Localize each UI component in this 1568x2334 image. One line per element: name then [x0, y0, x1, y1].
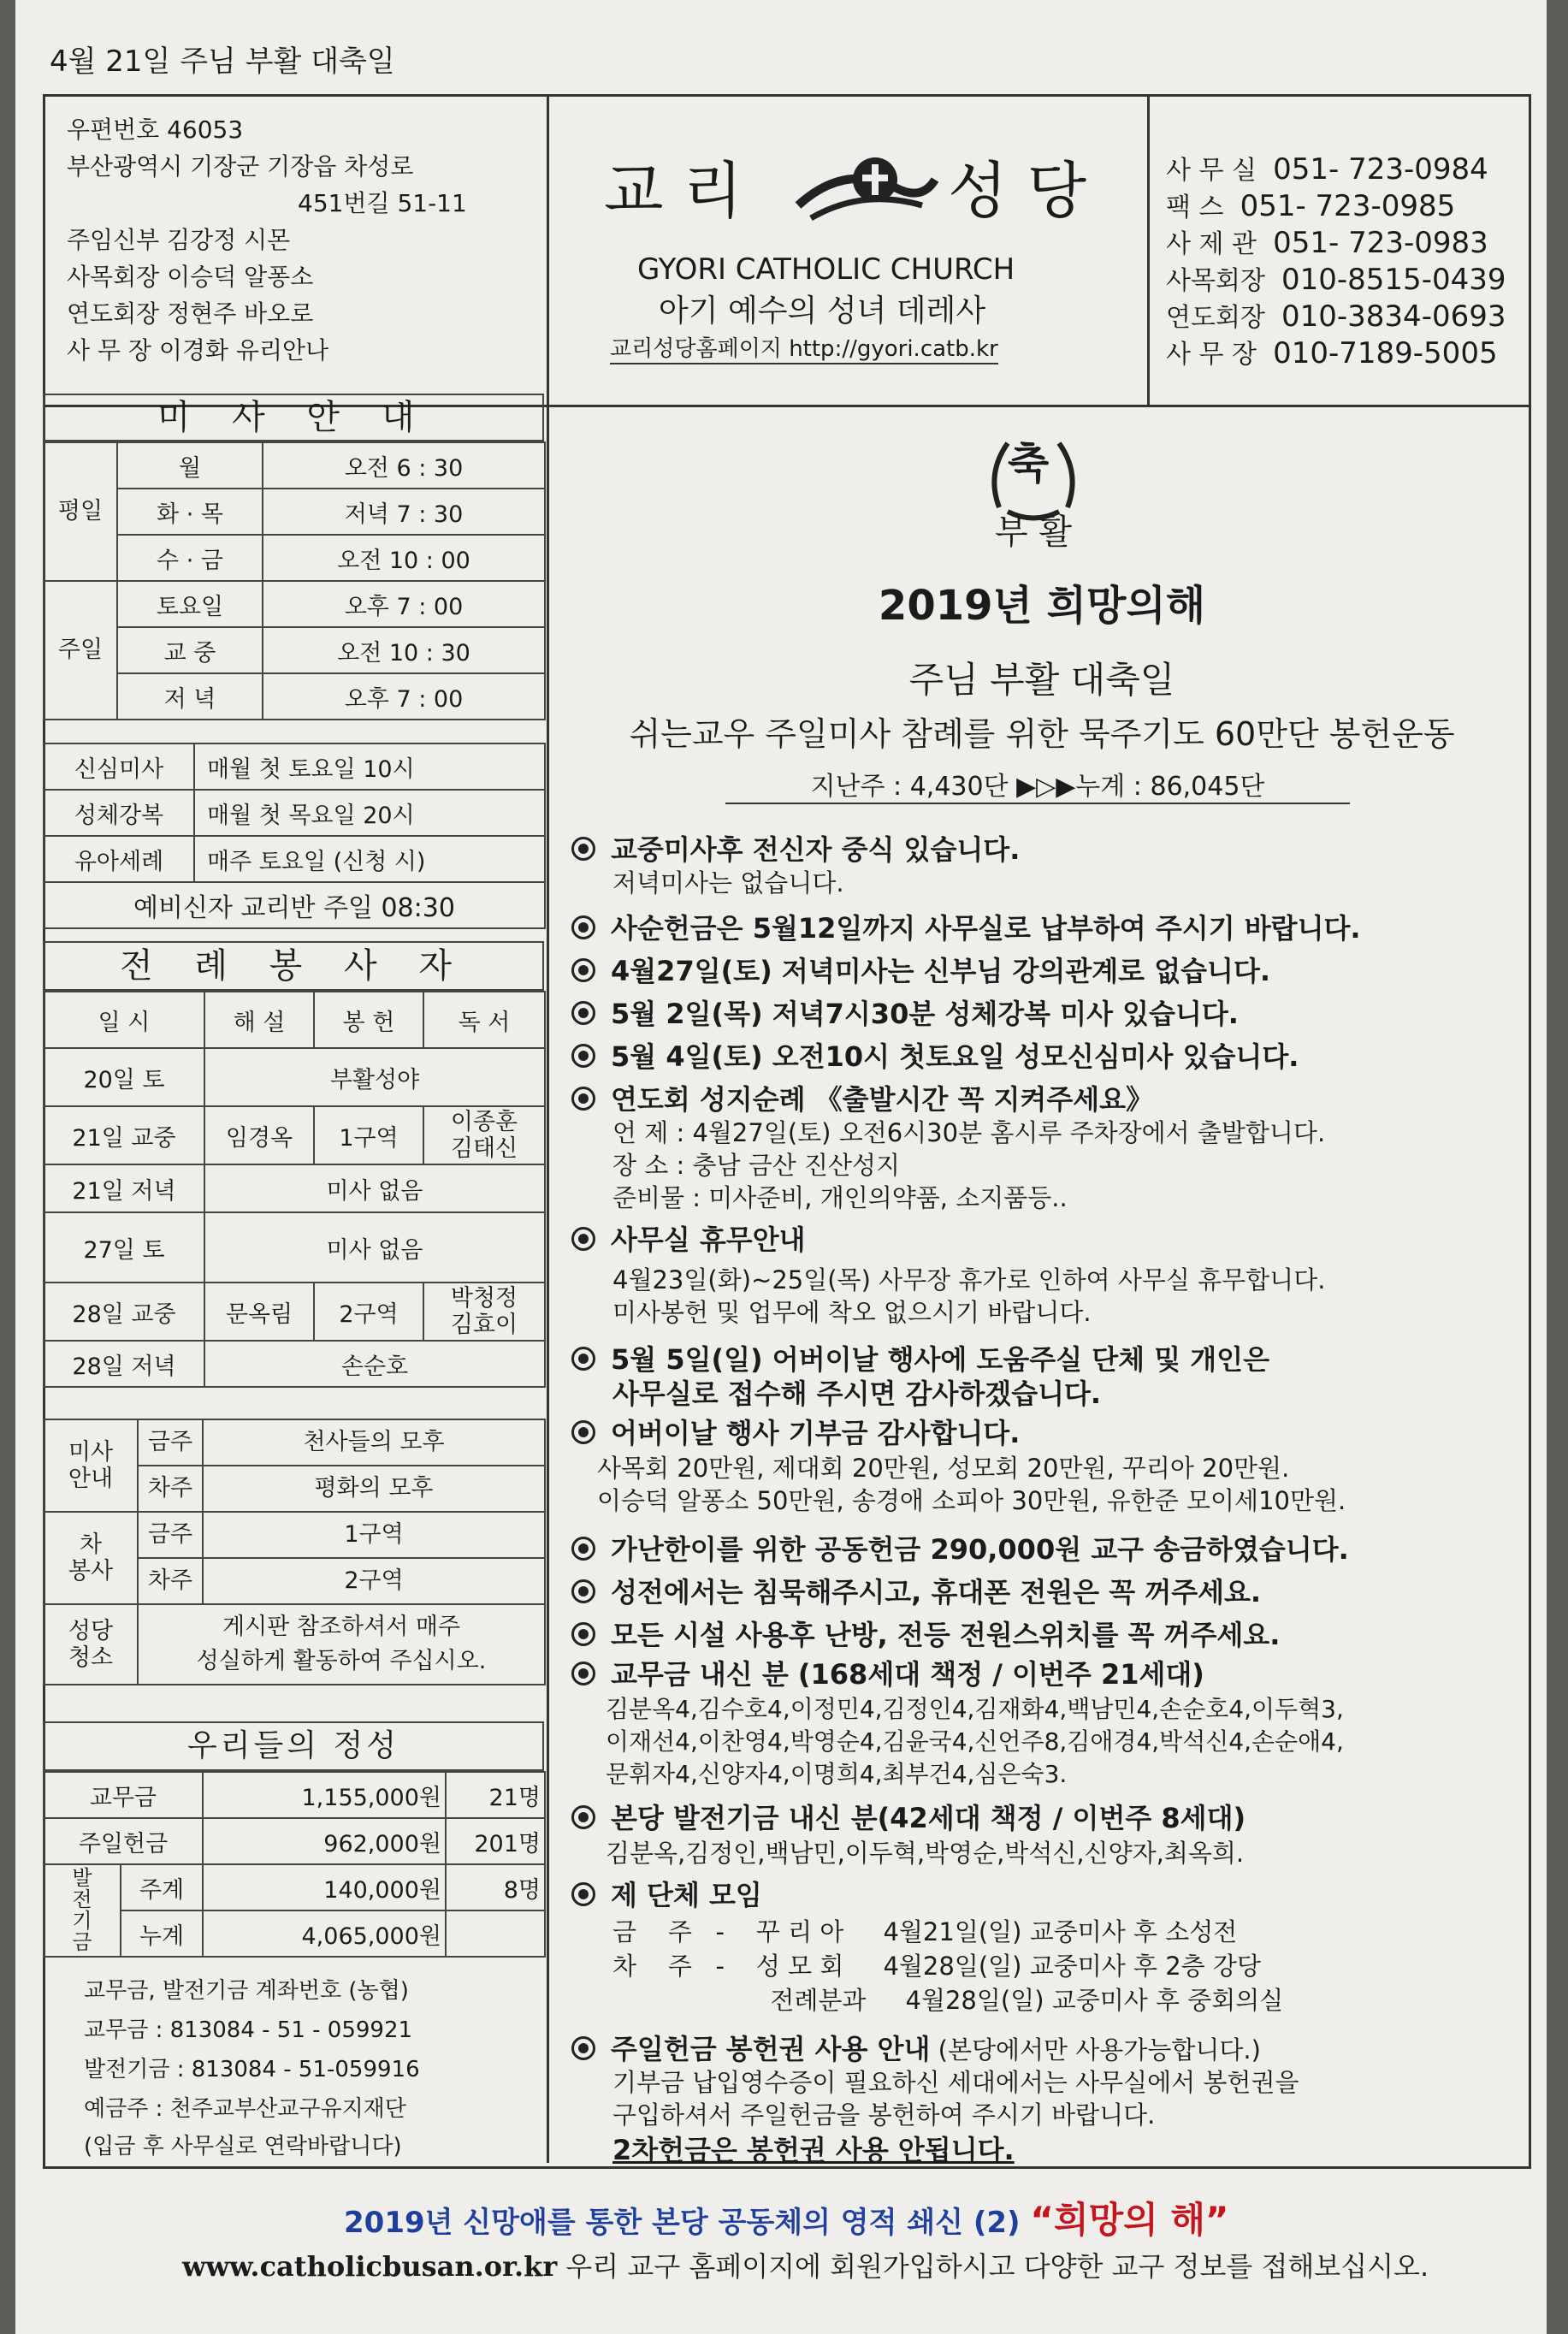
- servers-table: [43, 991, 546, 1388]
- notice-line: 장 소 : 충남 금산 진산성지: [612, 1151, 901, 1180]
- offering-count: [446, 1910, 545, 1957]
- bullet-icon: [571, 837, 595, 861]
- bullet-icon: [571, 1420, 595, 1444]
- church-name-right: 성 당: [948, 155, 1086, 227]
- notice-item: [571, 1571, 1261, 1610]
- notice-heading: 성전에서는 침묵해주시고, 휴대폰 전원은 꼭 꺼주세요.: [611, 1576, 1262, 1608]
- bullet-icon: [571, 1044, 595, 1068]
- notice-line: 4월23일(화)~25일(목) 사무장 휴가로 인하여 사무실 휴무합니다.: [612, 1265, 1326, 1294]
- contact-label: 사목회장: [1166, 266, 1265, 296]
- special-mass-table: [43, 743, 546, 929]
- catechumen-class: 예비신자 교리반 주일 08:30: [44, 882, 545, 928]
- mass-time: 오후 7 : 00: [263, 673, 545, 720]
- church-name-english: GYORI CATHOLIC CHURCH: [637, 252, 1015, 287]
- offering-amount: 4,065,000원: [203, 1910, 446, 1957]
- notice-line: 이재선4,이찬영4,박영순4,김윤국4,신언주8,김애경4,박석신4,손순애4,: [606, 1727, 1344, 1756]
- contact-label: 사 무 실: [1166, 156, 1257, 186]
- notice-item: [571, 950, 1270, 989]
- col-header: 해 설: [204, 992, 314, 1048]
- church-emblem-icon: [794, 145, 939, 231]
- contact-number: 010-3834-0693: [1281, 299, 1506, 334]
- notice-line: 김분옥,김정인,백남민,이두혁,박영순,박석신,신양자,최옥희.: [606, 1839, 1245, 1868]
- server-reader: 박청정: [450, 1284, 518, 1312]
- account-line: (입금 후 사무실로 연락바랍니다): [84, 2134, 402, 2159]
- offering-label: 주일헌금: [44, 1818, 203, 1864]
- special-value: 매주 토요일 (신청 시): [194, 836, 545, 882]
- church-patron: 아기 예수의 성녀 데레사: [659, 293, 986, 329]
- seal-character: 축: [1008, 439, 1050, 489]
- church-homepage-link[interactable]: 교리성당홈페이지 http://gyori.catb.kr: [610, 336, 998, 364]
- notice-line: 사목회 20만원, 제대회 20만원, 성모회 20만원, 꾸리아 20만원.: [597, 1454, 1290, 1483]
- staff-3: 연도회장 정현주 바오로: [67, 299, 314, 328]
- mass-day: 교 중: [117, 627, 263, 673]
- notice-heading: 주일헌금 봉헌권 사용 안내: [611, 2033, 931, 2065]
- notice-heading: 4월27일(토) 저녁미사는 신부님 강의관계로 없습니다.: [611, 955, 1271, 987]
- notice-heading: 사순헌금은 5월12일까지 사무실로 납부하여 주시기 바랍니다.: [611, 912, 1361, 945]
- staff-4: 사 무 장 이경화 유리안나: [67, 336, 329, 364]
- mass-guide-label: 미사 안내: [44, 1419, 138, 1512]
- notice-heading: 5월 5일(일) 어버이날 행사에 도움주실 단체 및 개인은: [611, 1343, 1270, 1376]
- notice-line: 전례분과 4월28일(일) 교중미사 후 중회의실: [612, 1986, 1284, 2015]
- notice-heading: 5월 4일(토) 오전10시 첫토요일 성모신심미사 있습니다.: [611, 1040, 1299, 1073]
- notice-item: [571, 1528, 1349, 1567]
- server-reader: 김태신: [450, 1135, 518, 1162]
- server-date: 28일 저녁: [44, 1341, 204, 1387]
- special-label: 유아세례: [44, 836, 194, 882]
- mass-guide-title: 미 사 안 내: [43, 394, 544, 441]
- mass-time: 오전 10 : 00: [263, 535, 545, 581]
- notice-heading: 교중미사후 전신자 중식 있습니다.: [611, 833, 1021, 866]
- notice-line: 언 제 : 4월27일(토) 오전6시30분 홈시루 주차장에서 출발합니다.: [612, 1118, 1326, 1147]
- account-line: 교무금, 발전기금 계좌번호 (농협): [84, 1978, 409, 2004]
- server-date: 28일 교중: [44, 1283, 204, 1341]
- bullet-icon: [571, 1347, 595, 1371]
- bullet-icon: [571, 1227, 595, 1251]
- offering-amount: 962,000원: [203, 1818, 446, 1864]
- contact-label: 사 제 관: [1166, 229, 1257, 259]
- server-commentator: 문옥림: [204, 1283, 314, 1341]
- bullet-icon: [571, 958, 595, 982]
- service-table: [43, 1419, 546, 1685]
- bullet-icon: [571, 1537, 595, 1561]
- rosary-campaign: 쉬는교우 주일미사 참례를 위한 묵주기도 60만단 봉헌운동: [629, 715, 1455, 753]
- mass-day: 수 · 금: [117, 535, 263, 581]
- car-value: 2구역: [203, 1558, 545, 1604]
- contact-number: 010-7189-5005: [1273, 336, 1498, 370]
- week-label: 금주: [138, 1419, 203, 1466]
- church-name-left: 교 리: [604, 155, 743, 227]
- offering-count: 8명: [446, 1864, 545, 1910]
- notice-item: [571, 2028, 1261, 2067]
- offering-label: 주계: [121, 1864, 203, 1910]
- mass-day: 월: [117, 442, 263, 489]
- notice-heading: 어버이날 행사 기부금 감사합니다.: [611, 1417, 1021, 1449]
- col-header: 독 서: [423, 992, 545, 1048]
- server-merged: 손순호: [204, 1341, 545, 1387]
- notice-heading: 5월 2일(목) 저녁7시30분 성체강복 미사 있습니다.: [611, 998, 1239, 1030]
- notice-item: [571, 907, 1361, 946]
- notice-heading: 제 단체 모임: [611, 1879, 762, 1911]
- notice-heading: 모든 시설 사용후 난방, 전등 전원스위치를 꼭 꺼주세요.: [611, 1619, 1281, 1651]
- contact-number: 051- 723-0984: [1273, 152, 1488, 187]
- contact-label: 연도회장: [1166, 303, 1265, 333]
- feast-title: 주님 부활 대축일: [908, 659, 1175, 701]
- postal-code: 우편번호 46053: [67, 116, 244, 144]
- contact-label: 팩 스: [1166, 193, 1224, 222]
- offering-label: 누계: [121, 1910, 203, 1957]
- bullet-icon: [571, 1579, 595, 1603]
- special-value: 매월 첫 목요일 20시: [194, 790, 545, 836]
- mass-time: 저녁 7 : 30: [263, 489, 545, 535]
- notice-item: [571, 1412, 1020, 1451]
- notice-line: 사무실로 접수해 주시면 감사하겠습니다.: [612, 1377, 1102, 1410]
- server-date: 27일 토: [44, 1212, 204, 1283]
- notice-line: 미사봉헌 및 업무에 착오 없으시기 바랍니다.: [612, 1298, 1092, 1327]
- guide-value: 천사들의 모후: [203, 1419, 545, 1466]
- mass-day: 토요일: [117, 581, 263, 627]
- notice-line: 김분옥4,김수호4,이정민4,김정인4,김재화4,백남민4,손순호4,이두혁3,: [606, 1695, 1344, 1723]
- bullet-icon: [571, 1087, 595, 1111]
- footer-slogan-text: 2019년 신망애를 통한 본당 공동체의 영적 쇄신 (2): [344, 2206, 1021, 2240]
- notice-item: [571, 1078, 1153, 1117]
- notice-item: [571, 1218, 806, 1258]
- footer-info: 우리 교구 홈페이지에 회원가입하시고 다양한 교구 정보를 접해보십시오.: [565, 2250, 1429, 2283]
- rosary-tally: 지난주 : 4,430단 ▶▷▶누계 : 86,045단: [725, 772, 1350, 804]
- notice-line: 문휘자4,신양자4,이명희4,최부건4,심은숙3.: [606, 1760, 1068, 1788]
- header-line: 4월 21일 주님 부활 대축일: [50, 44, 395, 79]
- week-label: 차주: [138, 1558, 203, 1604]
- car-service-label: 차 봉사: [44, 1512, 138, 1604]
- easter-heading: 부 활: [995, 512, 1072, 552]
- server-reader: 이종훈: [450, 1108, 518, 1135]
- weekday-label: 평일: [44, 442, 117, 581]
- notice-heading: 가난한이를 위한 공동헌금 290,000원 교구 송금하였습니다.: [611, 1533, 1349, 1566]
- mass-day: 저 녁: [117, 673, 263, 720]
- bullet-icon: [571, 1622, 595, 1646]
- development-fund-label: 발전기금: [44, 1864, 121, 1957]
- mass-day: 화 · 목: [117, 489, 263, 535]
- mass-time: 오전 6 : 30: [263, 442, 545, 489]
- bullet-icon: [571, 1882, 595, 1906]
- offering-amount: 1,155,000원: [203, 1772, 446, 1818]
- bullet-icon: [571, 915, 595, 939]
- footer-hope-year: “희망의 해”: [1030, 2199, 1229, 2241]
- notice-note: (본당에서만 사용가능합니다.): [930, 2035, 1261, 2064]
- notice-line: 구입하셔서 주일헌금을 봉헌하여 주시기 바랍니다.: [612, 2100, 1156, 2130]
- notice-line: 준비물 : 미사준비, 개인의약품, 소지품등..: [612, 1183, 1068, 1212]
- notice-line: 기부금 납입영수증이 필요하신 세대에서는 사무실에서 봉헌권을: [612, 2068, 1299, 2097]
- mass-time: 오전 10 : 30: [263, 627, 545, 673]
- notice-line: 저녁미사는 없습니다.: [612, 868, 844, 897]
- notice-item: [571, 1035, 1299, 1075]
- cleaning-line: 게시판 참조하셔서 매주: [222, 1613, 460, 1640]
- server-date: 21일 교중: [44, 1106, 204, 1164]
- bulletin-page: [15, 0, 1547, 2334]
- staff-2: 사목회장 이승덕 알퐁소: [67, 263, 314, 291]
- offering-count: 201명: [446, 1818, 545, 1864]
- year-title: 2019년 희망의해: [878, 582, 1206, 630]
- notice-heading: 사무실 휴무안내: [611, 1223, 806, 1256]
- server-date: 20일 토: [44, 1048, 204, 1106]
- contact-number: 010-8515-0439: [1281, 263, 1506, 297]
- offering-label: 교무금: [44, 1772, 203, 1818]
- contact-label: 사 무 장: [1166, 340, 1257, 370]
- notice-line: 이승덕 알퐁소 50만원, 송경애 소피아 30만원, 유한준 모이세10만원.: [597, 1486, 1346, 1515]
- address-line-2: 451번길 51-11: [298, 189, 467, 217]
- bullet-icon: [571, 2036, 595, 2060]
- footer-slogan: [344, 2199, 1229, 2242]
- server-merged: 부활성야: [204, 1048, 545, 1106]
- mass-schedule-table: [43, 441, 546, 720]
- notice-line: 차 주 - 성 모 회 4월28일(일) 교중미사 후 2층 강당: [612, 1952, 1261, 1981]
- contact-number: 051- 723-0985: [1240, 189, 1456, 223]
- notice-line: 금 주 - 꾸 리 아 4월21일(일) 교중미사 후 소성전: [612, 1917, 1238, 1946]
- bullet-icon: [571, 1662, 595, 1685]
- notice-heading: 교무금 내신 분 (168세대 책정 / 이번주 21세대): [611, 1658, 1204, 1691]
- server-date: 21일 저녁: [44, 1164, 204, 1212]
- col-header: 봉 헌: [314, 992, 423, 1048]
- notice-item: [571, 1797, 1246, 1836]
- servers-title: 전 례 봉 사 자: [43, 941, 544, 991]
- col-header: 일 시: [44, 992, 204, 1048]
- account-line: 발전기금 : 813084 - 51-059916: [84, 2057, 420, 2082]
- offering-count: 21명: [446, 1772, 545, 1818]
- notice-item: [571, 1874, 762, 1913]
- notice-heading: 본당 발전기금 내신 분(42세대 책정 / 이번주 8세대): [611, 1802, 1246, 1834]
- offering-table: [43, 1771, 546, 1958]
- week-label: 차주: [138, 1466, 203, 1512]
- special-label: 성체강복: [44, 790, 194, 836]
- mass-time: 오후 7 : 00: [263, 581, 545, 627]
- cleaning-line: 성실하게 활동하여 주십시오.: [196, 1648, 487, 1674]
- address-line-1: 부산광역시 기장군 기장읍 차성로: [67, 152, 414, 181]
- staff-1: 주임신부 김강정 시몬: [67, 226, 291, 254]
- offering-amount: 140,000원: [203, 1864, 446, 1910]
- sunday-label: 주일: [44, 581, 117, 720]
- contact-number: 051- 723-0983: [1273, 226, 1488, 260]
- car-value: 1구역: [203, 1512, 545, 1558]
- server-offertory: 1구역: [314, 1106, 423, 1164]
- bullet-icon: [571, 1805, 595, 1829]
- account-line: 예금주 : 천주교부산교구유지재단: [84, 2096, 406, 2122]
- notice-item: [571, 992, 1239, 1032]
- cleaning-label: 성당 청소: [44, 1604, 138, 1685]
- offering-title: 우리들의 정성: [43, 1721, 544, 1771]
- diocese-url-link[interactable]: www.catholicbusan.or.kr: [182, 2250, 558, 2283]
- guide-value: 평화의 모후: [203, 1466, 545, 1512]
- account-line: 교무금 : 813084 - 51 - 059921: [84, 2017, 413, 2043]
- server-merged: 미사 없음: [204, 1212, 545, 1283]
- notice-item: [571, 828, 1020, 868]
- notice-line: 2차헌금은 봉헌권 사용 안됩니다.: [612, 2134, 1015, 2166]
- bullet-icon: [571, 1001, 595, 1025]
- week-label: 금주: [138, 1512, 203, 1558]
- server-commentator: 임경옥: [204, 1106, 314, 1164]
- notice-heading: 연도회 성지순례 《출발시간 꼭 지켜주세요》: [611, 1083, 1154, 1116]
- server-merged: 미사 없음: [204, 1164, 545, 1212]
- special-value: 매월 첫 토요일 10시: [194, 743, 545, 790]
- notice-item: [571, 1614, 1280, 1653]
- server-offertory: 2구역: [314, 1283, 423, 1341]
- special-label: 신심미사: [44, 743, 194, 790]
- notice-item: [571, 1653, 1204, 1692]
- server-reader: 김효이: [450, 1312, 518, 1338]
